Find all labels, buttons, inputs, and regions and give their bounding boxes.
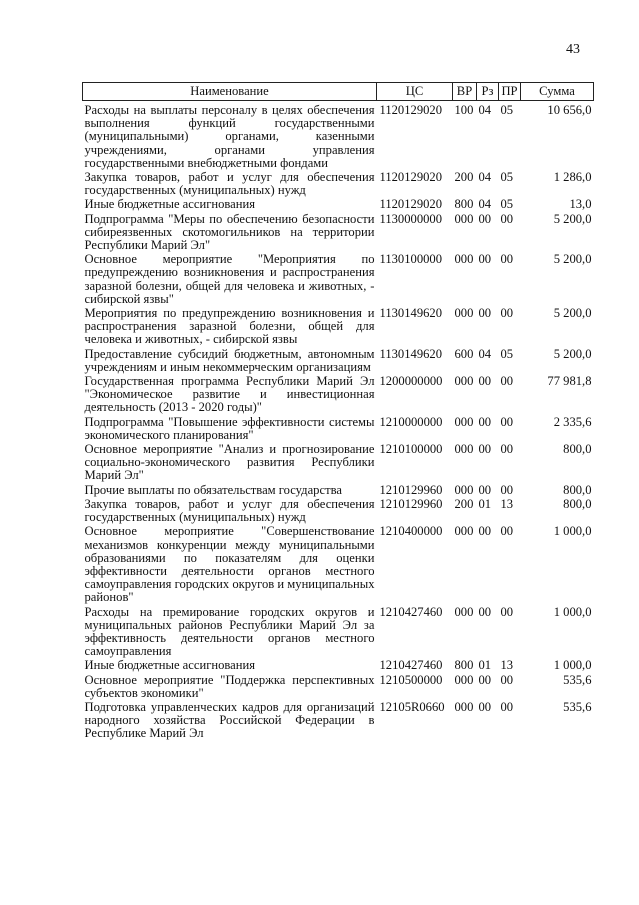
row-pr: 13 (500, 658, 514, 673)
row-name: Основное мероприятие "Поддержка перспективных субъектов экономики" (84, 672, 375, 700)
row-vr: 000 (454, 699, 474, 714)
row-vr: 000 (454, 252, 474, 267)
row-cs: 1130149620 (379, 306, 443, 321)
row-cs: 1120129020 (379, 103, 443, 117)
row-cs: 1210129960 (379, 482, 443, 497)
row-rz: 01 (478, 658, 492, 673)
table-row (83, 674, 594, 701)
row-sum: 800,0 (563, 442, 592, 457)
budget-table (82, 82, 594, 742)
row-name: Иные бюджетные ассигнования (84, 658, 256, 673)
table-body (83, 101, 594, 742)
row-cs: 1210400000 (379, 524, 443, 539)
row-rz: 00 (478, 414, 492, 429)
table-row (83, 498, 594, 525)
row-name: Мероприятия по предупреждению возникновения и распространения заразной болезни, общей для человека и животных, - сибирской язвы (84, 306, 375, 347)
row-cs: 1210000000 (379, 414, 443, 429)
row-name: Иные бюджетные ассигнования (84, 197, 256, 212)
row-rz: 04 (478, 103, 492, 117)
row-rz: 00 (478, 699, 492, 714)
row-sum: 5 200,0 (553, 306, 592, 321)
row-rz: 04 (478, 346, 492, 361)
table-row (83, 213, 594, 254)
row-name: Прочие выплаты по обязательствам государства (84, 482, 342, 497)
row-rz: 00 (478, 604, 492, 619)
table-row (83, 525, 594, 605)
row-pr: 05 (500, 170, 514, 185)
row-sum: 10 656,0 (547, 103, 592, 117)
row-pr: 00 (500, 306, 514, 321)
row-pr: 05 (500, 346, 514, 361)
row-cs: 12105R0660 (379, 699, 445, 714)
row-name: Расходы на выплаты персоналу в целях обеспечения выполнения функций государственными (муниципальными) органами, казенными учреждениями, органами управления государственными внебюджетными фондами (84, 103, 375, 170)
row-name: Предоставление субсидий бюджетным, автономным учреждениям и иным некоммерческим организациям (84, 346, 375, 374)
table-row (83, 253, 594, 307)
row-vr: 000 (454, 442, 474, 457)
row-sum: 1 000,0 (553, 524, 592, 539)
row-name: Государственная программа Республики Марий Эл "Экономическое развитие и инвестиционная деятельность (2013 - 2020 годы)" (84, 374, 375, 415)
table-row (83, 375, 594, 416)
row-vr: 000 (454, 524, 474, 539)
row-cs: 1210427460 (379, 604, 443, 619)
row-name: Подготовка управленческих кадров для организаций народного хозяйства Российской Федерации в Республике Марий Эл (84, 699, 375, 741)
row-pr: 00 (500, 374, 514, 389)
row-vr: 200 (454, 496, 474, 511)
row-rz: 04 (478, 197, 492, 212)
row-cs: 1120129020 (379, 170, 443, 185)
table-row (83, 443, 594, 484)
row-vr: 600 (454, 346, 474, 361)
row-vr: 000 (454, 604, 474, 619)
header-cs: ЦС (377, 83, 453, 101)
row-name: Расходы на премирование городских округов и муниципальных районов Республики Марий Эл за эффективность деятельности органов местного самоуправления (84, 604, 375, 659)
row-sum: 1 000,0 (553, 658, 592, 673)
row-cs: 1210500000 (379, 672, 443, 687)
row-cs: 1200000000 (379, 374, 443, 389)
row-pr: 00 (500, 414, 514, 429)
row-vr: 800 (454, 658, 474, 673)
row-cs: 1120129020 (379, 197, 443, 212)
table-row (83, 606, 594, 660)
row-name: Основное мероприятие "Совершенствование механизмов конкуренции между муниципальными образованиями по показателям для оценки эффективности деятельности органов местного самоуправления городских округов и муниципальных районов" (84, 524, 375, 605)
row-pr: 00 (500, 442, 514, 457)
row-rz: 04 (478, 170, 492, 185)
row-cs: 1130000000 (379, 211, 443, 226)
row-vr: 000 (454, 211, 474, 226)
row-cs: 1210427460 (379, 658, 443, 673)
row-pr: 00 (500, 482, 514, 497)
row-pr: 13 (500, 496, 514, 511)
row-name: Закупка товаров, работ и услуг для обеспечения государственных (муниципальных) нужд (84, 170, 375, 198)
page-number: 43 (566, 42, 580, 57)
row-sum: 1 000,0 (553, 604, 592, 619)
row-vr: 000 (454, 414, 474, 429)
row-pr: 00 (500, 211, 514, 226)
table-row (83, 171, 594, 198)
row-pr: 00 (500, 604, 514, 619)
row-pr: 00 (500, 672, 514, 687)
table-row (83, 101, 594, 172)
row-pr: 05 (500, 197, 514, 212)
table-row (83, 307, 594, 348)
table-row (83, 484, 594, 498)
row-rz: 00 (478, 306, 492, 321)
row-sum: 800,0 (563, 496, 592, 511)
header-rz: Рз (477, 83, 499, 101)
header-sum: Сумма (521, 83, 594, 101)
row-cs: 1130149620 (379, 346, 443, 361)
row-rz: 00 (478, 672, 492, 687)
header-pr: ПР (499, 83, 521, 101)
row-sum: 5 200,0 (553, 252, 592, 267)
row-rz: 00 (478, 482, 492, 497)
header-vr: ВР (453, 83, 477, 101)
row-pr: 00 (500, 699, 514, 714)
row-sum: 800,0 (563, 482, 592, 497)
row-sum: 535,6 (563, 672, 592, 687)
row-vr: 000 (454, 374, 474, 389)
row-sum: 77 981,8 (547, 374, 592, 389)
row-vr: 000 (454, 306, 474, 321)
row-name: Подпрограмма "Повышение эффективности системы экономического планирования" (84, 414, 375, 442)
row-rz: 00 (478, 374, 492, 389)
table-row (83, 348, 594, 375)
row-cs: 1130100000 (379, 252, 443, 267)
row-pr: 00 (500, 524, 514, 539)
row-vr: 000 (454, 672, 474, 687)
row-sum: 13,0 (569, 197, 592, 212)
table-row (83, 198, 594, 212)
row-name: Подпрограмма "Меры по обеспечению безопасности сибиреязвенных скотомогильников на территории Республики Марий Эл" (84, 211, 375, 253)
row-pr: 00 (500, 252, 514, 267)
row-vr: 200 (454, 170, 474, 185)
row-cs: 1210100000 (379, 442, 443, 457)
header-name: Наименование (83, 83, 377, 101)
row-vr: 800 (454, 197, 474, 212)
row-vr: 000 (454, 482, 474, 497)
table-row (83, 416, 594, 443)
row-name: Основное мероприятие "Мероприятия по предупреждению возникновения и распространения заразной болезни, общей для человека и животных, - сибирской язвы" (84, 252, 375, 306)
row-sum: 535,6 (563, 699, 592, 714)
row-rz: 00 (478, 524, 492, 539)
row-sum: 5 200,0 (553, 211, 592, 226)
row-name: Основное мероприятие "Анализ и прогнозирование социально-экономического развития Республики Марий Эл" (84, 442, 375, 483)
row-vr: 100 (454, 103, 474, 117)
row-rz: 01 (478, 496, 492, 511)
row-sum: 1 286,0 (553, 170, 592, 185)
table-header (83, 83, 594, 101)
row-rz: 00 (478, 442, 492, 457)
row-pr: 05 (500, 103, 514, 117)
row-name: Закупка товаров, работ и услуг для обеспечения государственных (муниципальных) нужд (84, 496, 375, 525)
row-rz: 00 (478, 252, 492, 267)
row-sum: 2 335,6 (553, 414, 592, 429)
row-rz: 00 (478, 211, 492, 226)
row-sum: 5 200,0 (553, 346, 592, 361)
table-row (83, 659, 594, 673)
row-cs: 1210129960 (379, 496, 443, 511)
table-row (83, 701, 594, 742)
